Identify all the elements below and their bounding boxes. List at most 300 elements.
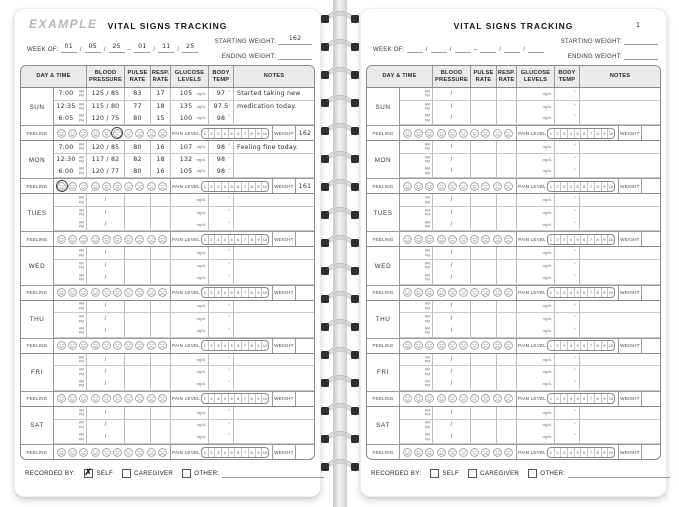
notes-cell[interactable] — [234, 431, 314, 443]
feeling-crying-icon[interactable] — [135, 394, 144, 403]
pain-level-box[interactable]: 2 — [555, 448, 562, 457]
pain-level-box[interactable]: 9 — [256, 448, 263, 457]
notes-cell[interactable] — [580, 166, 660, 178]
feeling-laughing-icon[interactable] — [79, 288, 88, 297]
feeling-smiling-icon[interactable] — [68, 448, 77, 457]
body-temp-cell[interactable] — [555, 207, 580, 219]
pain-level-box[interactable]: 2 — [209, 182, 216, 191]
time-cell[interactable] — [54, 88, 87, 100]
pain-level-box[interactable]: 9 — [602, 448, 609, 457]
feeling-happy-icon[interactable] — [403, 129, 412, 138]
glucose-cell[interactable] — [171, 101, 209, 113]
notes-cell[interactable] — [234, 366, 314, 378]
feeling-unsure-icon[interactable] — [113, 341, 122, 350]
notes-cell[interactable] — [580, 366, 660, 378]
feeling-unsure-icon[interactable] — [113, 235, 122, 244]
notes-cell[interactable] — [580, 112, 660, 124]
time-cell[interactable] — [400, 88, 433, 100]
feeling-laughing-icon[interactable] — [425, 129, 434, 138]
pulse-rate-cell[interactable] — [471, 247, 497, 259]
pulse-rate-cell[interactable] — [471, 112, 497, 124]
glucose-cell[interactable] — [517, 194, 555, 206]
pain-level-box[interactable]: 9 — [602, 182, 609, 191]
feeling-sad-icon[interactable] — [124, 182, 133, 191]
time-cell[interactable] — [400, 194, 433, 206]
glucose-cell[interactable] — [517, 431, 555, 443]
pain-level-box[interactable]: 5 — [229, 288, 236, 297]
body-temp-cell[interactable] — [209, 141, 234, 153]
feeling-crying-icon[interactable] — [481, 129, 490, 138]
date-slot[interactable]: 01 — [61, 43, 77, 53]
feeling-happy-icon[interactable] — [57, 182, 66, 191]
feeling-sleepy-icon[interactable] — [504, 394, 513, 403]
pain-level-box[interactable]: 6 — [235, 288, 242, 297]
date-slot[interactable]: 11 — [158, 43, 174, 53]
pain-level-box[interactable]: 8 — [595, 235, 602, 244]
feeling-crying-icon[interactable] — [481, 288, 490, 297]
pain-level-box[interactable]: 8 — [595, 341, 602, 350]
pain-level-box[interactable]: 7 — [588, 182, 595, 191]
pulse-rate-cell[interactable] — [125, 431, 151, 443]
resp-rate-cell[interactable] — [497, 141, 517, 153]
feeling-sad-icon[interactable] — [124, 129, 133, 138]
pulse-rate-cell[interactable] — [471, 207, 497, 219]
notes-cell[interactable] — [580, 272, 660, 284]
body-temp-cell[interactable] — [209, 194, 234, 206]
body-temp-cell[interactable] — [555, 112, 580, 124]
checkbox-self[interactable] — [430, 469, 439, 478]
resp-rate-cell[interactable] — [151, 354, 171, 366]
date-slot[interactable] — [455, 43, 471, 53]
feeling-grinning-icon[interactable] — [91, 394, 100, 403]
feeling-smiling-icon[interactable] — [68, 182, 77, 191]
feeling-sad-icon[interactable] — [470, 129, 479, 138]
resp-rate-cell[interactable] — [497, 247, 517, 259]
glucose-cell[interactable] — [171, 141, 209, 153]
pain-level-box[interactable]: 9 — [256, 341, 263, 350]
feeling-grinning-icon[interactable] — [91, 448, 100, 457]
weight-field[interactable] — [295, 392, 314, 406]
pain-level-box[interactable]: 3 — [561, 129, 568, 138]
pain-level-box[interactable]: 5 — [229, 394, 236, 403]
notes-cell[interactable] — [580, 420, 660, 432]
feeling-sad-icon[interactable] — [124, 341, 133, 350]
body-temp-cell[interactable] — [209, 378, 234, 390]
notes-cell[interactable] — [234, 207, 314, 219]
feeling-unsure-icon[interactable] — [113, 394, 122, 403]
pain-level-box[interactable]: 6 — [581, 235, 588, 244]
notes-cell[interactable] — [580, 101, 660, 113]
feeling-sleepy-icon[interactable] — [504, 341, 513, 350]
pain-level-box[interactable]: 7 — [588, 235, 595, 244]
feeling-happy-icon[interactable] — [57, 129, 66, 138]
time-cell[interactable] — [400, 366, 433, 378]
blood-pressure-cell[interactable] — [87, 354, 125, 366]
body-temp-cell[interactable] — [555, 141, 580, 153]
pain-level-box[interactable]: 5 — [229, 235, 236, 244]
blood-pressure-cell[interactable] — [433, 431, 471, 443]
date-slot[interactable]: 25 — [182, 43, 198, 53]
pain-level-box[interactable]: 2 — [209, 448, 216, 457]
pain-level-box[interactable]: 5 — [575, 182, 582, 191]
pain-level-box[interactable]: 2 — [555, 341, 562, 350]
time-cell[interactable] — [54, 354, 87, 366]
feeling-grinning-icon[interactable] — [91, 288, 100, 297]
pain-level-box[interactable]: 10 — [262, 290, 268, 296]
pulse-rate-cell[interactable] — [125, 301, 151, 313]
feeling-crying-icon[interactable] — [135, 288, 144, 297]
pain-level-box[interactable]: 10 — [608, 183, 614, 189]
glucose-cell[interactable] — [517, 354, 555, 366]
notes-cell[interactable] — [234, 112, 314, 124]
weight-field[interactable] — [295, 286, 314, 300]
body-temp-cell[interactable] — [209, 366, 234, 378]
pain-level-box[interactable]: 10 — [262, 343, 268, 349]
date-slot[interactable] — [431, 43, 447, 53]
pain-level-box[interactable]: 9 — [256, 235, 263, 244]
glucose-cell[interactable] — [171, 325, 209, 337]
feeling-unsure-icon[interactable] — [459, 341, 468, 350]
pain-level-box[interactable]: 10 — [262, 396, 268, 402]
time-cell[interactable] — [54, 260, 87, 272]
time-cell[interactable] — [54, 325, 87, 337]
feeling-unsure-icon[interactable] — [113, 448, 122, 457]
feeling-crying-icon[interactable] — [481, 394, 490, 403]
date-slot[interactable]: 01 — [134, 43, 150, 53]
pain-level-box[interactable]: 4 — [222, 129, 229, 138]
notes-cell[interactable] — [580, 313, 660, 325]
resp-rate-cell[interactable] — [151, 431, 171, 443]
feeling-neutral-icon[interactable] — [448, 235, 457, 244]
pain-level-box[interactable]: 6 — [581, 182, 588, 191]
date-slot[interactable] — [407, 43, 423, 53]
pain-level-box[interactable]: 1 — [548, 448, 555, 457]
notes-cell[interactable] — [234, 313, 314, 325]
notes-cell[interactable] — [580, 431, 660, 443]
pain-level-box[interactable]: 3 — [561, 448, 568, 457]
feeling-sleepy-icon[interactable] — [158, 129, 167, 138]
notes-cell[interactable] — [580, 354, 660, 366]
pain-level-box[interactable]: 9 — [602, 129, 609, 138]
feeling-unsure-icon[interactable] — [459, 288, 468, 297]
notes-cell[interactable] — [580, 325, 660, 337]
pulse-rate-cell[interactable] — [471, 260, 497, 272]
blood-pressure-cell[interactable] — [87, 272, 125, 284]
starting-weight-field[interactable] — [624, 35, 658, 45]
time-cell[interactable] — [54, 101, 87, 113]
resp-rate-cell[interactable] — [497, 431, 517, 443]
pain-level-box[interactable]: 7 — [242, 288, 249, 297]
pain-level-box[interactable]: 3 — [561, 341, 568, 350]
pain-level-box[interactable]: 1 — [202, 394, 209, 403]
pulse-rate-cell[interactable] — [125, 219, 151, 231]
blood-pressure-cell[interactable] — [87, 112, 125, 124]
feeling-smiling-icon[interactable] — [414, 182, 423, 191]
feeling-laughing-icon[interactable] — [79, 235, 88, 244]
feeling-laughing-icon[interactable] — [79, 129, 88, 138]
pulse-rate-cell[interactable] — [125, 141, 151, 153]
pain-level-box[interactable]: 5 — [229, 182, 236, 191]
time-cell[interactable] — [54, 112, 87, 124]
pain-level-box[interactable]: 3 — [215, 394, 222, 403]
time-cell[interactable] — [54, 166, 87, 178]
feeling-sleepy-icon[interactable] — [504, 288, 513, 297]
pain-level-box[interactable]: 8 — [249, 182, 256, 191]
pain-level-box[interactable]: 5 — [575, 448, 582, 457]
time-cell[interactable] — [400, 313, 433, 325]
notes-cell[interactable] — [234, 166, 314, 178]
body-temp-cell[interactable] — [555, 260, 580, 272]
pain-level-box[interactable]: 8 — [249, 448, 256, 457]
feeling-angry-icon[interactable] — [493, 129, 502, 138]
feeling-angry-icon[interactable] — [147, 394, 156, 403]
feeling-unsure-icon[interactable] — [113, 129, 122, 138]
feeling-sleepy-icon[interactable] — [158, 288, 167, 297]
glucose-cell[interactable] — [517, 407, 555, 419]
time-cell[interactable] — [400, 219, 433, 231]
feeling-smiling-icon[interactable] — [414, 129, 423, 138]
body-temp-cell[interactable] — [555, 313, 580, 325]
pain-level-box[interactable]: 5 — [229, 129, 236, 138]
feeling-sad-icon[interactable] — [470, 394, 479, 403]
resp-rate-cell[interactable] — [497, 366, 517, 378]
checkbox-other[interactable] — [182, 469, 191, 478]
notes-cell[interactable] — [580, 378, 660, 390]
feeling-crying-icon[interactable] — [481, 235, 490, 244]
pain-level-box[interactable]: 10 — [608, 449, 614, 455]
pain-level-box[interactable]: 3 — [215, 448, 222, 457]
pain-level-box[interactable]: 3 — [561, 288, 568, 297]
feeling-laughing-icon[interactable] — [79, 394, 88, 403]
time-cell[interactable] — [400, 420, 433, 432]
blood-pressure-cell[interactable] — [433, 88, 471, 100]
body-temp-cell[interactable] — [555, 194, 580, 206]
pain-level-box[interactable]: 3 — [561, 235, 568, 244]
resp-rate-cell[interactable] — [497, 219, 517, 231]
body-temp-cell[interactable] — [209, 166, 234, 178]
blood-pressure-cell[interactable] — [433, 407, 471, 419]
glucose-cell[interactable] — [171, 301, 209, 313]
blood-pressure-cell[interactable] — [87, 431, 125, 443]
pain-level-box[interactable]: 6 — [235, 129, 242, 138]
feeling-unsure-icon[interactable] — [459, 235, 468, 244]
feeling-neutral-icon[interactable] — [102, 129, 111, 138]
feeling-laughing-icon[interactable] — [425, 448, 434, 457]
blood-pressure-cell[interactable] — [433, 141, 471, 153]
checkbox-other[interactable] — [528, 469, 537, 478]
body-temp-cell[interactable] — [555, 301, 580, 313]
body-temp-cell[interactable] — [209, 354, 234, 366]
blood-pressure-cell[interactable] — [87, 366, 125, 378]
resp-rate-cell[interactable] — [151, 194, 171, 206]
pulse-rate-cell[interactable] — [125, 207, 151, 219]
pain-level-box[interactable]: 6 — [235, 182, 242, 191]
glucose-cell[interactable] — [171, 420, 209, 432]
resp-rate-cell[interactable] — [497, 407, 517, 419]
feeling-sleepy-icon[interactable] — [158, 394, 167, 403]
glucose-cell[interactable] — [517, 154, 555, 166]
feeling-laughing-icon[interactable] — [79, 182, 88, 191]
pain-level-box[interactable]: 2 — [555, 129, 562, 138]
feeling-grinning-icon[interactable] — [437, 129, 446, 138]
pulse-rate-cell[interactable] — [471, 431, 497, 443]
pain-level-box[interactable]: 9 — [256, 182, 263, 191]
feeling-grinning-icon[interactable] — [437, 182, 446, 191]
feeling-angry-icon[interactable] — [493, 394, 502, 403]
pulse-rate-cell[interactable] — [471, 301, 497, 313]
glucose-cell[interactable] — [517, 112, 555, 124]
time-cell[interactable] — [54, 366, 87, 378]
pain-level-box[interactable]: 10 — [262, 130, 268, 136]
pulse-rate-cell[interactable] — [471, 325, 497, 337]
resp-rate-cell[interactable] — [497, 272, 517, 284]
weight-field[interactable] — [295, 339, 314, 353]
feeling-happy-icon[interactable] — [403, 341, 412, 350]
feeling-happy-icon[interactable] — [57, 448, 66, 457]
weight-field[interactable] — [295, 179, 314, 193]
pain-level-box[interactable]: 4 — [222, 394, 229, 403]
feeling-smiling-icon[interactable] — [68, 235, 77, 244]
resp-rate-cell[interactable] — [151, 313, 171, 325]
pain-level-box[interactable]: 2 — [555, 288, 562, 297]
feeling-crying-icon[interactable] — [481, 182, 490, 191]
weight-field[interactable] — [641, 286, 660, 300]
resp-rate-cell[interactable] — [151, 154, 171, 166]
feeling-sleepy-icon[interactable] — [504, 448, 513, 457]
glucose-cell[interactable] — [171, 112, 209, 124]
blood-pressure-cell[interactable] — [87, 407, 125, 419]
pulse-rate-cell[interactable] — [125, 194, 151, 206]
feeling-smiling-icon[interactable] — [414, 341, 423, 350]
ending-weight-field[interactable] — [624, 50, 658, 60]
pain-level-box[interactable]: 5 — [229, 448, 236, 457]
feeling-crying-icon[interactable] — [135, 235, 144, 244]
notes-cell[interactable] — [234, 260, 314, 272]
checkbox-caregiver[interactable] — [468, 469, 477, 478]
pain-level-box[interactable]: 10 — [262, 183, 268, 189]
body-temp-cell[interactable] — [209, 88, 234, 100]
notes-cell[interactable] — [234, 420, 314, 432]
pain-level-box[interactable]: 2 — [555, 394, 562, 403]
weight-field[interactable] — [641, 392, 660, 406]
notes-cell[interactable] — [234, 325, 314, 337]
feeling-happy-icon[interactable] — [403, 235, 412, 244]
feeling-smiling-icon[interactable] — [414, 448, 423, 457]
body-temp-cell[interactable] — [555, 101, 580, 113]
pain-level-box[interactable]: 4 — [568, 394, 575, 403]
pain-level-box[interactable]: 6 — [581, 448, 588, 457]
feeling-neutral-icon[interactable] — [102, 235, 111, 244]
pain-level-box[interactable]: 10 — [262, 236, 268, 242]
feeling-angry-icon[interactable] — [147, 448, 156, 457]
pain-level-box[interactable]: 4 — [222, 182, 229, 191]
resp-rate-cell[interactable] — [151, 166, 171, 178]
pain-level-box[interactable]: 2 — [209, 341, 216, 350]
pain-level-box[interactable]: 5 — [575, 341, 582, 350]
blood-pressure-cell[interactable] — [87, 101, 125, 113]
notes-cell[interactable] — [580, 247, 660, 259]
blood-pressure-cell[interactable] — [433, 154, 471, 166]
notes-cell[interactable] — [234, 407, 314, 419]
glucose-cell[interactable] — [171, 247, 209, 259]
pain-level-box[interactable]: 6 — [581, 394, 588, 403]
blood-pressure-cell[interactable] — [433, 166, 471, 178]
body-temp-cell[interactable] — [209, 420, 234, 432]
body-temp-cell[interactable] — [555, 366, 580, 378]
feeling-neutral-icon[interactable] — [448, 288, 457, 297]
checkbox-self[interactable] — [84, 469, 93, 478]
feeling-grinning-icon[interactable] — [91, 341, 100, 350]
feeling-laughing-icon[interactable] — [425, 182, 434, 191]
pain-level-box[interactable]: 3 — [215, 182, 222, 191]
feeling-happy-icon[interactable] — [57, 394, 66, 403]
feeling-smiling-icon[interactable] — [414, 235, 423, 244]
time-cell[interactable] — [54, 420, 87, 432]
pain-level-box[interactable]: 8 — [595, 448, 602, 457]
resp-rate-cell[interactable] — [497, 325, 517, 337]
body-temp-cell[interactable] — [209, 431, 234, 443]
pain-level-box[interactable]: 7 — [242, 235, 249, 244]
pulse-rate-cell[interactable] — [471, 407, 497, 419]
pain-level-box[interactable]: 2 — [209, 288, 216, 297]
feeling-grinning-icon[interactable] — [91, 182, 100, 191]
pain-level-box[interactable]: 4 — [568, 129, 575, 138]
pain-level-box[interactable]: 2 — [209, 129, 216, 138]
feeling-grinning-icon[interactable] — [91, 235, 100, 244]
blood-pressure-cell[interactable] — [87, 166, 125, 178]
resp-rate-cell[interactable] — [151, 378, 171, 390]
feeling-happy-icon[interactable] — [403, 394, 412, 403]
pain-level-box[interactable]: 7 — [242, 182, 249, 191]
feeling-crying-icon[interactable] — [481, 341, 490, 350]
notes-cell[interactable] — [234, 354, 314, 366]
blood-pressure-cell[interactable] — [433, 101, 471, 113]
body-temp-cell[interactable] — [209, 272, 234, 284]
feeling-angry-icon[interactable] — [147, 341, 156, 350]
blood-pressure-cell[interactable] — [433, 313, 471, 325]
resp-rate-cell[interactable] — [151, 420, 171, 432]
pain-level-box[interactable]: 6 — [581, 129, 588, 138]
blood-pressure-cell[interactable] — [433, 366, 471, 378]
glucose-cell[interactable] — [517, 420, 555, 432]
body-temp-cell[interactable] — [555, 325, 580, 337]
feeling-neutral-icon[interactable] — [448, 129, 457, 138]
notes-cell[interactable] — [580, 219, 660, 231]
body-temp-cell[interactable] — [555, 407, 580, 419]
feeling-sad-icon[interactable] — [124, 394, 133, 403]
glucose-cell[interactable] — [171, 272, 209, 284]
starting-weight-field[interactable]: 162 — [278, 35, 312, 45]
feeling-neutral-icon[interactable] — [102, 182, 111, 191]
pulse-rate-cell[interactable] — [471, 219, 497, 231]
pain-level-box[interactable]: 8 — [595, 288, 602, 297]
pain-level-box[interactable]: 3 — [561, 394, 568, 403]
pain-level-box[interactable]: 8 — [249, 341, 256, 350]
feeling-crying-icon[interactable] — [135, 129, 144, 138]
notes-cell[interactable] — [580, 260, 660, 272]
pulse-rate-cell[interactable] — [471, 366, 497, 378]
feeling-angry-icon[interactable] — [493, 341, 502, 350]
feeling-happy-icon[interactable] — [57, 341, 66, 350]
resp-rate-cell[interactable] — [497, 194, 517, 206]
resp-rate-cell[interactable] — [497, 154, 517, 166]
pain-level-box[interactable]: 4 — [568, 288, 575, 297]
time-cell[interactable] — [400, 260, 433, 272]
glucose-cell[interactable] — [171, 219, 209, 231]
glucose-cell[interactable] — [171, 431, 209, 443]
feeling-sleepy-icon[interactable] — [504, 235, 513, 244]
pulse-rate-cell[interactable] — [125, 101, 151, 113]
